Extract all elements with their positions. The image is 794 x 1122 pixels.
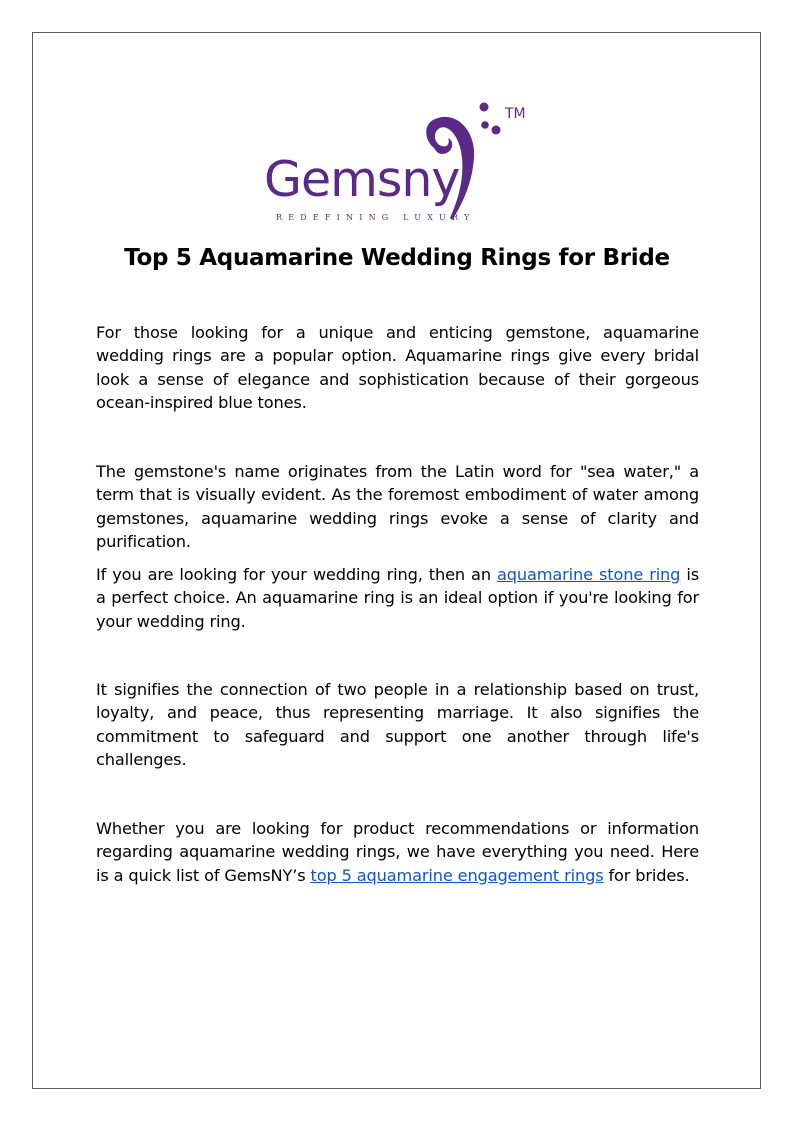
aquamarine-stone-ring-link[interactable]: aquamarine stone ring (496, 565, 681, 584)
logo-wordmark: Gemsny (264, 151, 460, 208)
paragraph-text: Whether you are looking for product recommendations or information regarding aquamarine wedding rings, we have everything you need. Here is a quick list of GemsNY’s (96, 819, 699, 885)
logo-tagline: REDEFINING LUXURY (276, 213, 476, 222)
gemstone-name-paragraph: The gemstone's name originates from the Latin word for "sea water," a term that is visually evident. As the foremost embodiment of water among gemstones, aquamarine wedding rings evoke a sense of clarity and purification. (96, 462, 699, 551)
page-title: Top 5 Aquamarine Wedding Rings for Bride (124, 245, 670, 271)
paragraph-text: If you are looking for your wedding ring, then an (96, 565, 497, 584)
intro-paragraph: For those looking for a unique and enticing gemstone, aquamarine wedding rings are a popular option. Aquamarine rings give every bridal look a sense of elegance and sophistication because of their gorgeous ocean-inspired blue tones. (96, 323, 699, 412)
paragraph-text: for brides. (603, 865, 690, 885)
recommendations-paragraph (96, 817, 699, 887)
gemsny-logo (262, 96, 534, 226)
trademark-mark: TM (505, 106, 526, 122)
paragraph-text: is a perfect choice. An aquamarine ring is an ideal option if you're looking for your wedding ring. (96, 565, 699, 631)
top-5-engagement-rings-link[interactable]: top 5 aquamarine engagement rings (310, 865, 604, 885)
wedding-ring-paragraph (96, 563, 699, 633)
significance-paragraph: It signifies the connection of two people in a relationship based on trust, loyalty, and peace, thus representing marriage. It also signifies the commitment to safeguard and support one another through life's challenges. (96, 680, 699, 769)
